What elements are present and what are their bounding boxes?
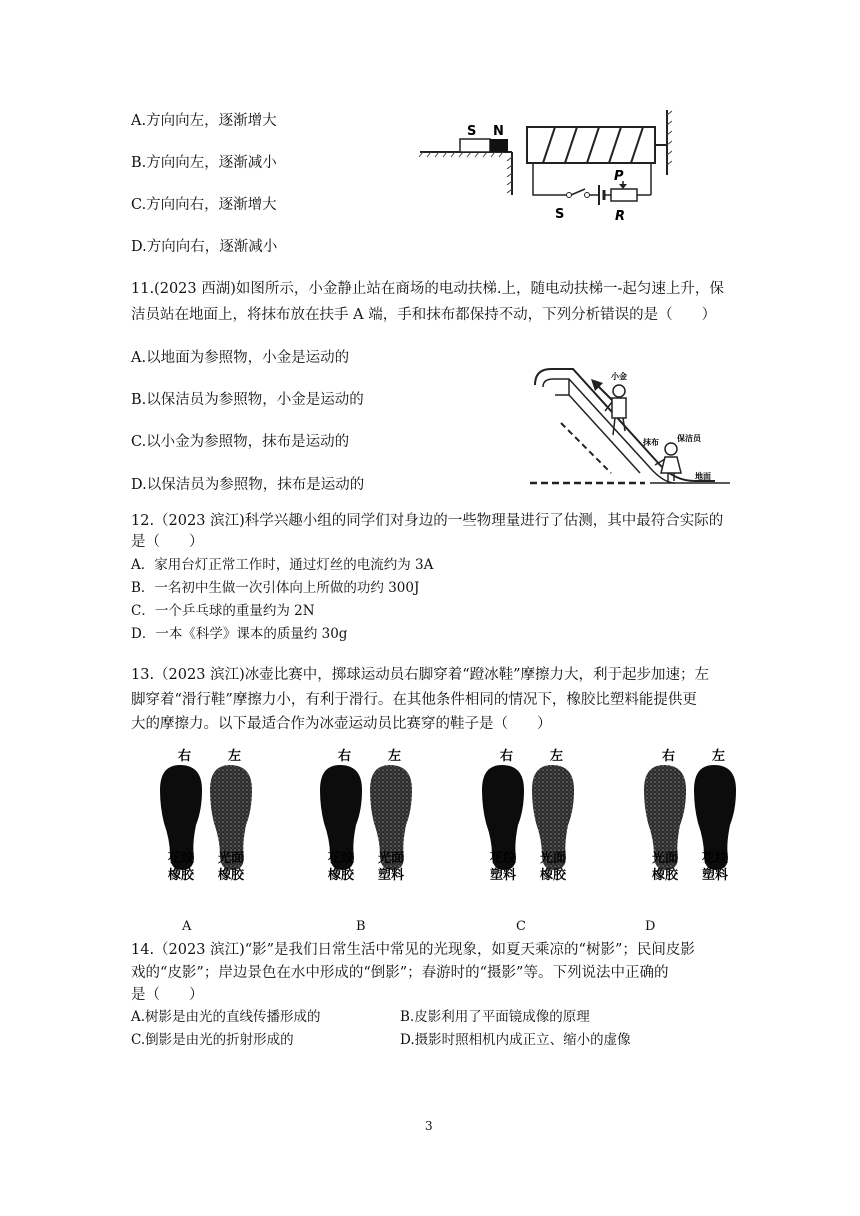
shoe-b-right-heading: 右 <box>338 749 352 764</box>
q14-option-c: C.倒影是由光的折射形成的 <box>131 1032 294 1048</box>
shoe-c-right-l1: 花纹 <box>490 851 517 866</box>
shoe-a-left-l2: 橡胶 <box>218 868 245 883</box>
shoe-a-left-l1: 光面 <box>218 851 245 866</box>
q12-option-c: C．一个乒乓球的重量约为 2N <box>131 603 315 619</box>
q14-option-b: B.皮影利用了平面镜成像的原理 <box>400 1009 590 1025</box>
q12-stem-line2: 是（ ） <box>131 534 204 550</box>
baojieyuan-label: 保洁员 <box>677 434 701 443</box>
shoe-option-c-letter: C <box>516 919 526 934</box>
q11-option-a: A.以地面为参照物，小金是运动的 <box>131 350 350 366</box>
q11-option-b: B.以保洁员为参照物，小金是运动的 <box>131 392 364 408</box>
q14-stem-line1: 14.（2023 滨江)“影”是我们日常生活中常见的光现象，如夏天乘凉的“树影”；民间皮影 <box>131 942 695 958</box>
shoe-c-left-l1: 光面 <box>540 851 567 866</box>
page-number: 3 <box>425 1119 433 1133</box>
q10-option-a: A.方向向左，逐渐增大 <box>131 113 277 129</box>
shoe-a-left-heading: 左 <box>228 749 242 764</box>
shoe-option-b-letter: B <box>356 919 366 934</box>
escalator-figure <box>525 355 735 490</box>
shoe-option-d-letter: D <box>645 919 656 934</box>
q10-option-c: C.方向向右，逐渐增大 <box>131 197 277 213</box>
magnet-n-label: N <box>493 124 504 139</box>
shoe-b-left-heading: 左 <box>388 749 402 764</box>
q13-stem-line3: 大的摩擦力。以下最适合作为冰壶运动员比赛穿的鞋子是（ ） <box>131 716 552 732</box>
q13-stem-line1: 13.（2023 滨江)冰壶比赛中，掷球运动员右脚穿着“蹬冰鞋”摩擦力大，利于起步加速；左 <box>131 667 710 683</box>
q14-option-a: A.树影是由光的直线传播形成的 <box>131 1009 321 1025</box>
shoe-b-left-l1: 光面 <box>378 851 405 866</box>
shoe-b-right-l1: 花纹 <box>328 851 355 866</box>
shoe-set-d <box>644 748 736 883</box>
q10-option-b: B.方向向左，逐渐减小 <box>131 155 277 171</box>
shoes-figure <box>150 745 760 895</box>
shoe-set-c <box>482 748 574 883</box>
shoe-d-left-l1: 花纹 <box>702 851 729 866</box>
q10-option-d: D.方向向右，逐渐减小 <box>131 239 278 255</box>
mobu-label: 抹布 <box>643 438 659 447</box>
shoe-b-left-l2: 塑料 <box>378 868 405 883</box>
q12-option-a: A．家用台灯正常工作时，通过灯丝的电流约为 3A <box>131 557 434 573</box>
shoe-a-right-heading: 右 <box>178 749 192 764</box>
switch-s-label: S <box>555 207 565 222</box>
shoe-d-right-l1: 光面 <box>652 851 679 866</box>
q11-option-c: C.以小金为参照物，抹布是运动的 <box>131 434 350 450</box>
rheostat-r-label: R <box>615 209 626 224</box>
rheostat-p-label: P <box>614 169 624 184</box>
shoe-d-left-heading: 左 <box>712 749 726 764</box>
shoe-d-right-heading: 右 <box>662 749 676 764</box>
q14-option-d: D.摄影时照相机内成正立、缩小的虚像 <box>400 1032 631 1048</box>
q11-option-d: D.以保洁员为参照物，抹布是运动的 <box>131 477 365 493</box>
shoe-c-right-heading: 右 <box>500 749 514 764</box>
shoe-c-left-l2: 橡胶 <box>540 868 567 883</box>
q11-stem-line2: 洁员站在地面上，将抹布放在扶手 A 端，手和抹布都保持不动，下列分析错误的是（ ） <box>131 307 717 323</box>
shoe-b-right-l2: 橡胶 <box>328 868 355 883</box>
shoe-d-right-l2: 橡胶 <box>652 868 679 883</box>
shoe-d-left-l2: 塑料 <box>702 868 729 883</box>
q13-stem-line2: 脚穿着“滑行鞋”摩擦力小，有利于滑行。在其他条件相同的情况下，橡胶比塑料能提供更 <box>131 692 697 708</box>
q14-stem-line3: 是（ ） <box>131 987 204 1003</box>
shoe-c-right-l2: 塑料 <box>490 868 517 883</box>
xiaojin-label: 小金 <box>611 372 627 381</box>
q12-option-d: D．一本《科学》课本的质量约 30g <box>131 626 348 642</box>
shoe-set-a <box>160 748 252 883</box>
magnet-s-label: S <box>467 124 477 139</box>
shoe-c-left-heading: 左 <box>550 749 564 764</box>
q12-stem-line1: 12.（2023 滨江)科学兴趣小组的同学们对身边的一些物理量进行了估测，其中最符合实际的 <box>131 513 724 529</box>
q14-stem-line2: 戏的“皮影”；岸边景色在水中形成的“倒影”；春游时的“摄影”等。下列说法中正确的 <box>131 965 669 981</box>
shoe-set-b <box>320 748 412 883</box>
dimian-label: 地面 <box>695 472 711 481</box>
shoe-option-a-letter: A <box>182 919 192 934</box>
solenoid-circuit-figure <box>415 105 675 230</box>
shoe-a-right-l1: 花纹 <box>168 851 195 866</box>
q12-option-b: B．一名初中生做一次引体向上所做的功约 300J <box>131 580 420 596</box>
q11-stem-line1: 11.(2023 西湖)如图所示，小金静止站在商场的电动扶梯.上，随电动扶梯一-起匀速上升，保 <box>131 281 724 297</box>
shoe-a-right-l2: 橡胶 <box>168 868 195 883</box>
